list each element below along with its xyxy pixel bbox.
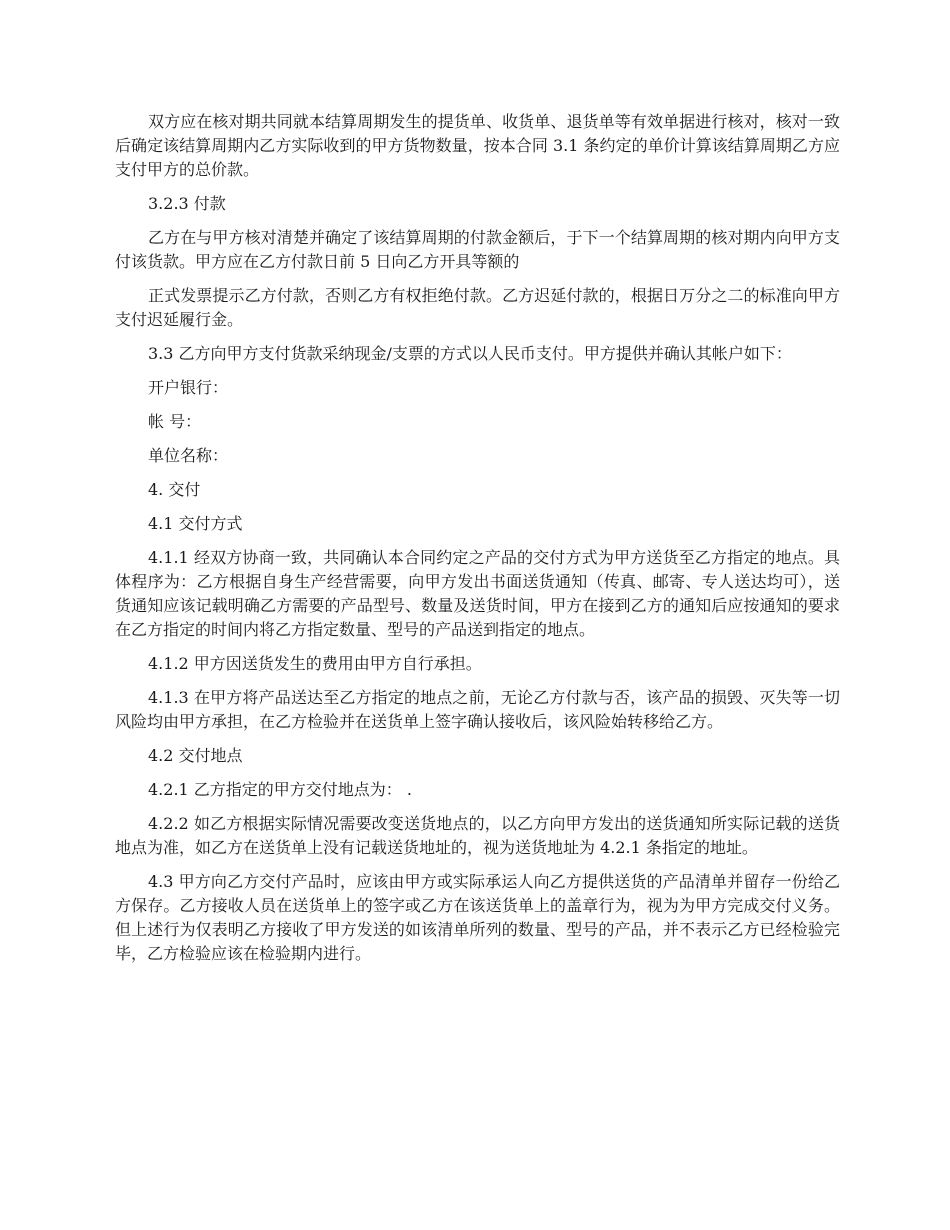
document-body [115, 110, 840, 976]
heading-4-1-delivery-method: 4.1 交付方式 [148, 514, 243, 533]
paragraph-4-1-1: 4.1.1 经双方协商一致，共同确认本合同约定之产品的交付方式为甲方送货至乙方指定的地点。具体程序为：乙方根据自身生产经营需要，向甲方发出书面送货通知（传真、邮寄、专人送达均可），送货通知应该记载明确乙方需要的产品型号、数量及送货时间，甲方在接到乙方的通知后应按通知的要求在乙方指定的时间内将乙方指定数量、型号的产品送到指定的地点。 [115, 548, 840, 639]
field-bank: 开户银行： [148, 378, 229, 397]
paragraph-3-3-payment-method: 3.3 乙方向甲方支付货款采纳现金/支票的方式以人民币支付。甲方提供并确认其帐户如下： [148, 344, 792, 363]
paragraph-4-2-2: 4.2.2 如乙方根据实际情况需要改变送货地点的，以乙方向甲方发出的送货通知所实际记载的送货地点为准，如乙方在送货单上没有记载送货地址的，视为送货地址为 4.2.1 条指定的地址。 [115, 814, 840, 857]
paragraph-4-2-1: 4.2.1 乙方指定的甲方交付地点为： . [148, 780, 412, 799]
heading-4-delivery: 4. 交付 [148, 480, 201, 499]
paragraph-4-1-3: 4.1.3 在甲方将产品送达至乙方指定的地点之前，无论乙方付款与否，该产品的损毁、灭失等一切风险均由甲方承担，在乙方检验并在送货单上签字确认接收后，该风险始转移给乙方。 [115, 688, 840, 731]
heading-3-2-3: 3.2.3 付款 [148, 194, 226, 213]
heading-4-2-delivery-location: 4.2 交付地点 [148, 746, 243, 765]
paragraph-4-1-2: 4.1.2 甲方因送货发生的费用由甲方自行承担。 [148, 654, 482, 673]
paragraph-payment-timing: 乙方在与甲方核对清楚并确定了该结算周期的付款金额后，于下一个结算周期的核对期内向甲方支付该货款。甲方应在乙方付款日前 5 日向乙方开具等额的 [115, 228, 840, 271]
paragraph-4-3: 4.3 甲方向乙方交付产品时，应该由甲方或实际承运人向乙方提供送货的产品清单并留存一份给乙方保存。乙方接收人员在送货单上的签字或乙方在该送货单上的盖章行为，视为为甲方完成交付义务。但上述行为仅表明乙方接收了甲方发送的如该清单所列的数量、型号的产品，并不表示乙方已经检验完毕，乙方检验应该在检验期内进行。 [115, 872, 840, 963]
field-company-name: 单位名称： [148, 446, 229, 465]
paragraph-reconciliation: 双方应在核对期共同就本结算周期发生的提货单、收货单、退货单等有效单据进行核对，核对一致后确定该结算周期内乙方实际收到的甲方货物数量，按本合同 3.1 条约定的单价计算该结算周期乙方应支付甲方的总价款。 [115, 112, 840, 179]
paragraph-invoice: 正式发票提示乙方付款，否则乙方有权拒绝付款。乙方迟延付款的，根据日万分之二的标准向甲方支付迟延履行金。 [115, 286, 840, 329]
field-account-number: 帐 号： [148, 412, 202, 431]
